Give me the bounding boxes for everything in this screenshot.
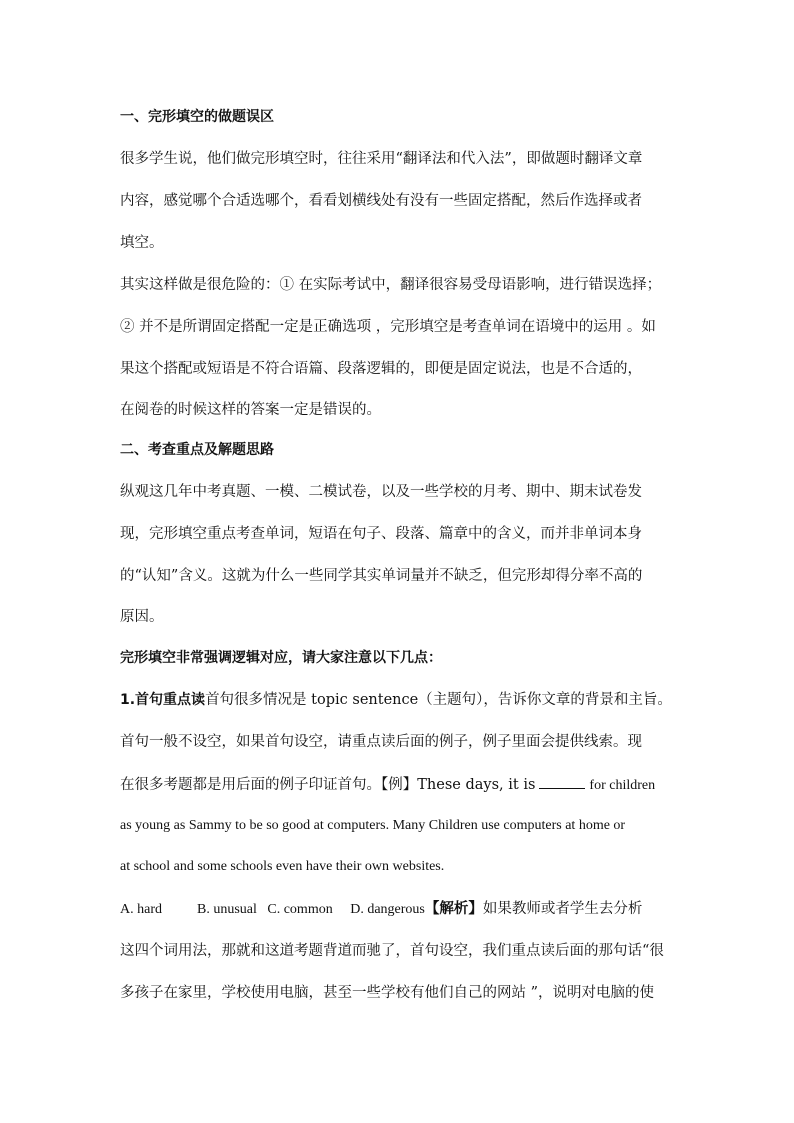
section1-line-4: 其实这样做是很危险的：① 在实际考试中，翻译很容易受母语影响，进行错误选择； — [120, 277, 662, 293]
analysis-label: 【解析】 — [424, 900, 483, 917]
options-line — [120, 899, 642, 920]
section1-line-5: ② 并不是所谓固定搭配一定是正确选项 ，完形填空是考查单词在语境中的运用 。如 — [120, 319, 656, 335]
section1-line-7: 在阅卷的时候这样的答案一定是错误的。 — [120, 402, 381, 418]
example-line-3: at school and some schools even have their own websites. — [120, 859, 445, 874]
section1-heading: 一、完形填空的做题误区 — [120, 109, 274, 125]
section2-line-4: 原因。 — [120, 609, 164, 625]
analysis-line-2: 多孩子在家里，学校使用电脑，甚至一些学校有他们自己的网站 ”，说明对电脑的使 — [120, 985, 655, 1001]
section1-line-3: 填空。 — [120, 235, 164, 251]
section2-line-2: 现，完形填空重点考查单词，短语在句子、段落、篇章中的含义，而并非单词本身 — [120, 526, 642, 542]
section2-line-1: 纵观这几年中考真题、一模、二模试卷，以及一些学校的月考、期中、期末试卷发 — [120, 484, 642, 500]
example-line-2: as young as Sammy to be so good at computers. Many Children use computers at home or — [120, 818, 626, 833]
emphasis-line: 完形填空非常强调逻辑对应，请大家注意以下几点： — [120, 650, 442, 666]
point1-line — [120, 690, 672, 710]
answer-options: A. hard B. unusual C. common D. dangerous — [120, 902, 425, 917]
point1-title: 1.首句重点读 — [120, 692, 206, 708]
section1-line-1: 很多学生说，他们做完形填空时，往往采用“翻译法和代入法”，即做题时翻译文章 — [120, 151, 643, 167]
section2-line-3: 的“认知”含义。这就为什么一些同学其实单词量并不缺乏，但完形却得分率不高的 — [120, 568, 643, 584]
analysis-first: 如果教师或者学生去分析 — [482, 901, 643, 917]
example-suffix: for children — [589, 778, 656, 793]
analysis-line-1: 这四个词用法，那就和这道考题背道而驰了，首句设空，我们重点读后面的那句话“很 — [120, 943, 664, 959]
section1-line-2: 内容，感觉哪个合适选哪个，看看划横线处有没有一些固定搭配，然后作选择或者 — [120, 193, 642, 209]
example-prefix: 在很多考题都是用后面的例子印证首句。【例】These days, it is — [120, 777, 536, 793]
example-line — [120, 774, 655, 796]
answer-blank — [539, 774, 585, 789]
point1-line-2: 首句一般不设空，如果首句设空，请重点读后面的例子，例子里面会提供线索。现 — [120, 734, 642, 750]
section2-heading: 二、考查重点及解题思路 — [120, 442, 274, 458]
section1-line-6: 果这个搭配或短语是不符合语篇、段落逻辑的，即便是固定说法，也是不合适的， — [120, 361, 642, 377]
point1-text: 首句很多情况是 topic sentence（主题句），告诉你文章的背景和主旨。 — [205, 692, 672, 708]
